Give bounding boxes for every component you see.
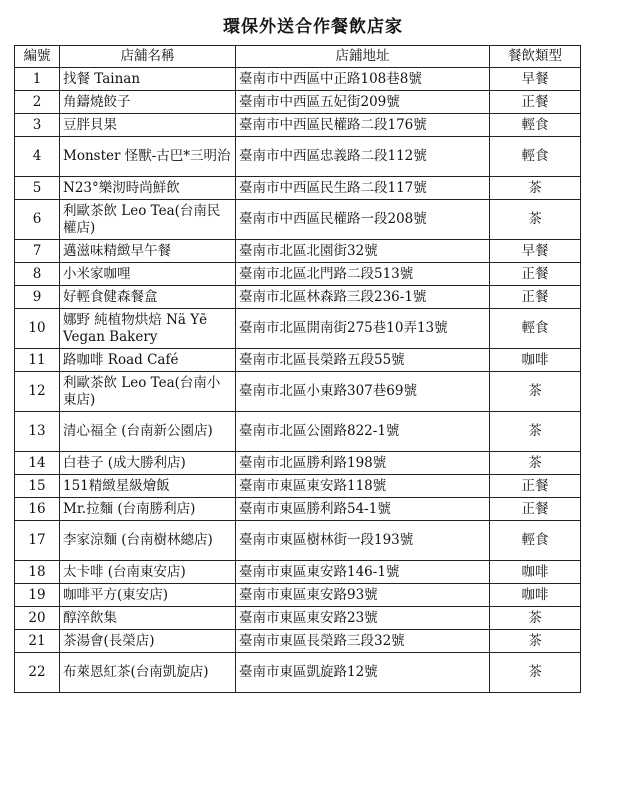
cell-name: 小米家咖哩	[60, 263, 236, 286]
cell-number: 7	[15, 240, 60, 263]
table-row	[15, 68, 581, 91]
table-row	[15, 653, 581, 693]
cell-number: 18	[15, 561, 60, 584]
cell-category: 茶	[490, 200, 581, 240]
table-header-row	[15, 46, 581, 68]
cell-name: 茶湯會(長榮店)	[60, 630, 236, 653]
cell-category: 早餐	[490, 68, 581, 91]
cell-name: 好輕食健森餐盒	[60, 286, 236, 309]
table-row	[15, 263, 581, 286]
cell-address: 臺南市東區東安路93號	[236, 584, 490, 607]
header-name: 店舖名稱	[60, 46, 236, 68]
cell-name: 布萊恩紅茶(台南凱旋店)	[60, 653, 236, 693]
cell-name: 太卡啡 (台南東安店)	[60, 561, 236, 584]
table-row	[15, 91, 581, 114]
cell-number: 12	[15, 372, 60, 412]
cell-category: 茶	[490, 372, 581, 412]
cell-category: 咖啡	[490, 349, 581, 372]
cell-name: 清心福全 (台南新公園店)	[60, 412, 236, 452]
cell-address: 臺南市北區開南街275巷10弄13號	[236, 309, 490, 349]
cell-address: 臺南市東區東安路118號	[236, 475, 490, 498]
table-row	[15, 584, 581, 607]
cell-number: 5	[15, 177, 60, 200]
cell-address: 臺南市中西區中正路108巷8號	[236, 68, 490, 91]
cell-number: 16	[15, 498, 60, 521]
cell-category: 正餐	[490, 498, 581, 521]
table-row	[15, 240, 581, 263]
cell-address: 臺南市中西區民權路一段208號	[236, 200, 490, 240]
table-row	[15, 114, 581, 137]
cell-address: 臺南市東區凱旋路12號	[236, 653, 490, 693]
cell-category: 茶	[490, 412, 581, 452]
cell-number: 3	[15, 114, 60, 137]
cell-name: 利歐茶飲 Leo Tea(台南民權店)	[60, 200, 236, 240]
cell-number: 22	[15, 653, 60, 693]
cell-category: 輕食	[490, 521, 581, 561]
cell-category: 輕食	[490, 309, 581, 349]
cell-address: 臺南市東區長榮路三段32號	[236, 630, 490, 653]
table-row	[15, 372, 581, 412]
cell-address: 臺南市北區北園街32號	[236, 240, 490, 263]
table-row	[15, 521, 581, 561]
table-row	[15, 177, 581, 200]
cell-name: 利歐茶飲 Leo Tea(台南小東店)	[60, 372, 236, 412]
cell-number: 17	[15, 521, 60, 561]
cell-name: 李家涼麵 (台南樹林總店)	[60, 521, 236, 561]
table-row	[15, 200, 581, 240]
cell-address: 臺南市北區勝利路198號	[236, 452, 490, 475]
cell-address: 臺南市東區東安路23號	[236, 607, 490, 630]
cell-number: 9	[15, 286, 60, 309]
table-row	[15, 137, 581, 177]
cell-category: 茶	[490, 177, 581, 200]
cell-number: 8	[15, 263, 60, 286]
cell-address: 臺南市北區公園路822-1號	[236, 412, 490, 452]
cell-number: 2	[15, 91, 60, 114]
cell-number: 21	[15, 630, 60, 653]
cell-category: 正餐	[490, 91, 581, 114]
cell-category: 正餐	[490, 263, 581, 286]
cell-name: N23°樂沏時尚鮮飲	[60, 177, 236, 200]
cell-name: 咖啡平方(東安店)	[60, 584, 236, 607]
cell-number: 20	[15, 607, 60, 630]
cell-name: 白巷子 (成大勝利店)	[60, 452, 236, 475]
cell-category: 輕食	[490, 137, 581, 177]
cell-category: 茶	[490, 452, 581, 475]
cell-address: 臺南市中西區民生路二段117號	[236, 177, 490, 200]
cell-address: 臺南市北區北門路二段513號	[236, 263, 490, 286]
header-category: 餐飲類型	[490, 46, 581, 68]
cell-number: 6	[15, 200, 60, 240]
cell-name: 醇淬飲集	[60, 607, 236, 630]
cell-number: 13	[15, 412, 60, 452]
table-row	[15, 286, 581, 309]
cell-name: 找餐 Tainan	[60, 68, 236, 91]
cell-name: 151精緻星級燴飯	[60, 475, 236, 498]
cell-address: 臺南市北區長榮路五段55號	[236, 349, 490, 372]
cell-name: Mr.拉麵 (台南勝利店)	[60, 498, 236, 521]
header-address: 店鋪地址	[236, 46, 490, 68]
table-row	[15, 630, 581, 653]
table-row	[15, 349, 581, 372]
cell-name: 豆胖貝果	[60, 114, 236, 137]
table-row	[15, 412, 581, 452]
cell-address: 臺南市中西區民權路二段176號	[236, 114, 490, 137]
cell-address: 臺南市北區林森路三段236-1號	[236, 286, 490, 309]
cell-category: 正餐	[490, 286, 581, 309]
cell-number: 15	[15, 475, 60, 498]
page-title: 環保外送合作餐飲店家	[223, 17, 403, 37]
cell-category: 輕食	[490, 114, 581, 137]
cell-category: 茶	[490, 653, 581, 693]
cell-address: 臺南市東區東安路146-1號	[236, 561, 490, 584]
restaurant-table	[14, 45, 581, 693]
cell-number: 10	[15, 309, 60, 349]
cell-address: 臺南市北區小東路307巷69號	[236, 372, 490, 412]
cell-name: 角鑄燒餃子	[60, 91, 236, 114]
cell-name: 路咖啡 Road Café	[60, 349, 236, 372]
table-row	[15, 452, 581, 475]
cell-number: 14	[15, 452, 60, 475]
cell-category: 茶	[490, 607, 581, 630]
table-row	[15, 309, 581, 349]
cell-address: 臺南市東區樹林街一段193號	[236, 521, 490, 561]
cell-address: 臺南市中西區忠義路二段112號	[236, 137, 490, 177]
cell-category: 咖啡	[490, 561, 581, 584]
cell-number: 4	[15, 137, 60, 177]
table-row	[15, 475, 581, 498]
cell-number: 11	[15, 349, 60, 372]
cell-number: 19	[15, 584, 60, 607]
cell-category: 咖啡	[490, 584, 581, 607]
table-row	[15, 561, 581, 584]
cell-address: 臺南市中西區五妃街209號	[236, 91, 490, 114]
cell-name: 娜野 純植物烘焙 Nä Yē Vegan Bakery	[60, 309, 236, 349]
cell-category: 早餐	[490, 240, 581, 263]
cell-number: 1	[15, 68, 60, 91]
cell-name: 邁滋味精緻早午餐	[60, 240, 236, 263]
table-row	[15, 607, 581, 630]
table-row	[15, 498, 581, 521]
cell-name: Monster 怪獸-古巴*三明治	[60, 137, 236, 177]
cell-category: 正餐	[490, 475, 581, 498]
cell-address: 臺南市東區勝利路54-1號	[236, 498, 490, 521]
cell-category: 茶	[490, 630, 581, 653]
header-number: 編號	[15, 46, 60, 68]
